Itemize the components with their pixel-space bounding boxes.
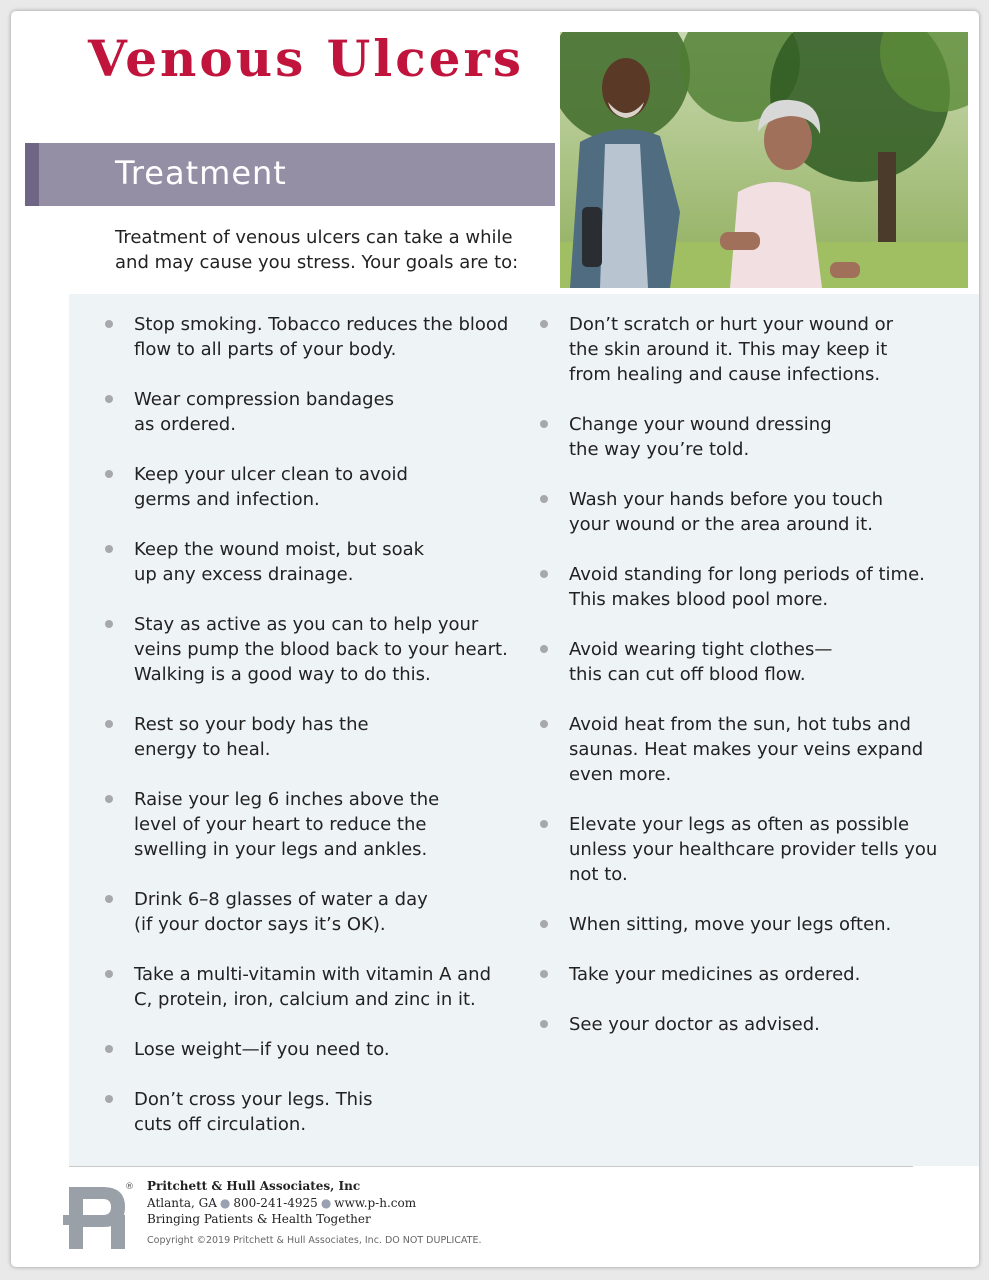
goals-list-right [540, 312, 940, 1062]
goal-item: Stop smoking. Tobacco reduces the blood flow to all parts of your body. [105, 312, 515, 362]
separator-dot-icon: ● [320, 1196, 332, 1210]
tagline: Bringing Patients & Health Together [147, 1212, 371, 1226]
bullet-icon [540, 420, 548, 428]
bullet-icon [105, 470, 113, 478]
goal-item: Avoid wearing tight clothes— this can cut off blood flow. [540, 637, 940, 687]
bullet-icon [540, 1020, 548, 1028]
goal-item: Don’t cross your legs. This cuts off circulation. [105, 1087, 515, 1137]
page-title: Venous Ulcers [88, 29, 524, 88]
bullet-icon [105, 1045, 113, 1053]
goals-panel [69, 294, 979, 1166]
ph-logo-icon [63, 1179, 135, 1251]
goal-item: Take your medicines as ordered. [540, 962, 940, 987]
goal-item: Elevate your legs as often as possible unless your healthcare provider tells you not to. [540, 812, 940, 887]
bullet-icon [105, 545, 113, 553]
bullet-icon [105, 895, 113, 903]
bullet-icon [105, 620, 113, 628]
bullet-icon [540, 820, 548, 828]
company-name: Pritchett & Hull Associates, Inc [147, 1179, 361, 1193]
photo-illustration [560, 32, 968, 288]
copyright-notice: Copyright ©2019 Pritchett & Hull Associates, Inc. DO NOT DUPLICATE. [147, 1235, 482, 1246]
goal-item: Raise your leg 6 inches above the level of your heart to reduce the swelling in your legs and ankles. [105, 787, 515, 862]
bullet-icon [540, 920, 548, 928]
goal-item: Avoid standing for long periods of time. This makes blood pool more. [540, 562, 940, 612]
bullet-icon [540, 970, 548, 978]
goal-item: Keep the wound moist, but soak up any excess drainage. [105, 537, 515, 587]
bullet-icon [540, 645, 548, 653]
bullet-icon [540, 720, 548, 728]
goal-item: Avoid heat from the sun, hot tubs and saunas. Heat makes your veins expand even more. [540, 712, 940, 787]
couple-walking-photo [560, 32, 968, 288]
ph-logo [63, 1179, 135, 1251]
bullet-icon [540, 495, 548, 503]
bullet-icon [540, 320, 548, 328]
flyer-page [11, 11, 979, 1267]
contact-line [147, 1196, 416, 1210]
bullet-icon [105, 795, 113, 803]
bullet-icon [105, 320, 113, 328]
goal-item: Keep your ulcer clean to avoid germs and infection. [105, 462, 515, 512]
goal-item: Lose weight—if you need to. [105, 1037, 515, 1062]
goal-item: Change your wound dressing the way you’re told. [540, 412, 940, 462]
banner-accent [25, 143, 39, 206]
bullet-icon [105, 1095, 113, 1103]
bullet-icon [105, 395, 113, 403]
footer-divider [69, 1166, 913, 1167]
goal-item: Wear compression bandages as ordered. [105, 387, 515, 437]
bullet-icon [105, 970, 113, 978]
goal-item: Stay as active as you can to help your veins pump the blood back to your heart. Walking is a good way to do this. [105, 612, 515, 687]
city: Atlanta, GA [147, 1196, 217, 1210]
goal-item: Wash your hands before you touch your wound or the area around it. [540, 487, 940, 537]
goal-item: Drink 6–8 glasses of water a day (if your doctor says it’s OK). [105, 887, 515, 937]
goal-item: Don’t scratch or hurt your wound or the skin around it. This may keep it from healing and cause infections. [540, 312, 940, 387]
section-banner [25, 143, 555, 206]
separator-dot-icon: ● [219, 1196, 231, 1210]
website-link[interactable]: www.p-h.com [334, 1196, 417, 1210]
goal-item: When sitting, move your legs often. [540, 912, 940, 937]
goal-item: See your doctor as advised. [540, 1012, 940, 1037]
section-title: Treatment [115, 154, 287, 192]
intro-text: Treatment of venous ulcers can take a while and may cause you stress. Your goals are to: [115, 227, 519, 273]
bullet-icon [105, 720, 113, 728]
phone: 800-241-4925 [233, 1196, 318, 1210]
goal-item: Rest so your body has the energy to heal. [105, 712, 515, 762]
registered-mark: ® [125, 1182, 134, 1192]
goals-list-left [105, 312, 515, 1162]
goal-item: Take a multi-vitamin with vitamin A and C, protein, iron, calcium and zinc in it. [105, 962, 515, 1012]
bullet-icon [540, 570, 548, 578]
